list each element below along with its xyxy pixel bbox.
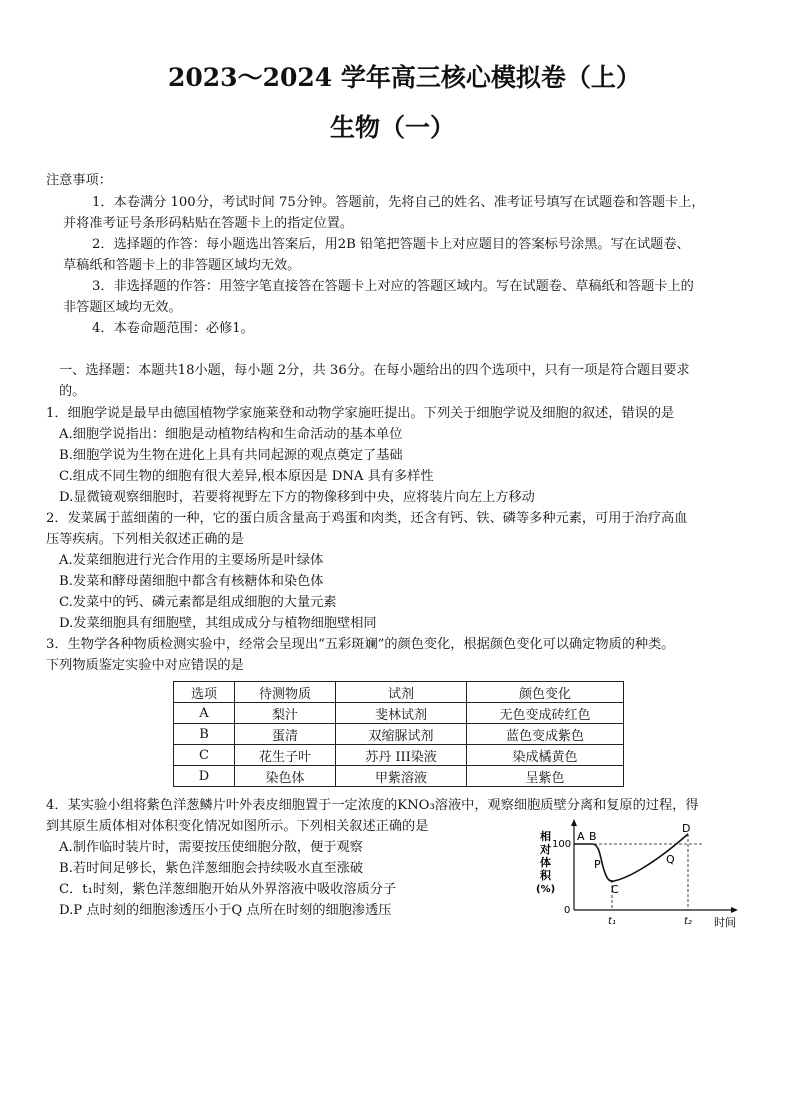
notice-line: 1．本卷满分 100分，考试时间 75分钟。答题前，先将自己的姓名、准考证号填写在试题卷和答题卡上， [92,195,705,210]
q2-option-b: B.发菜和酵母菌细胞中都含有核糖体和染色体 [59,574,324,589]
graph-ylabel: 相 [540,830,551,843]
notice-line: 2．选择题的作答：每小题选出答案后，用2B 铅笔把答题卡上对应题目的答案标号涂黑。写在试题卷、 [92,237,690,252]
table-cell: C [174,745,235,766]
section-heading-cont: 的。 [59,384,86,399]
q1-option-d: D.显微镜观察细胞时，若要将视野左下方的物像移到中央，应将装片向左上方移动 [59,490,535,505]
table-header-cell: 试剂 [336,682,467,703]
graph-ylabel: 对 [540,843,551,856]
table-cell: 蓝色变成紫色 [467,724,624,745]
table-row [174,766,624,787]
graph-t1-label: t₁ [608,916,616,927]
graph-y-arrow [571,819,577,826]
graph-point-q: Q [666,853,675,866]
table-header-row [174,682,624,703]
q2-stem: 2．发菜属于蓝细菌的一种，它的蛋白质含量高于鸡蛋和肉类，还含有钙、铁、磷等多种元素，可用于治疗高血 [46,511,688,526]
table-header-cell: 颜色变化 [467,682,624,703]
graph-ylabel-unit: (%) [536,884,556,895]
q1-stem: 1．细胞学说是最早由德国植物学家施莱登和动物学家施旺提出。下列关于细胞学说及细胞的叙述，错误的是 [46,406,675,421]
q2-option-c: C.发菜中的钙、磷元素都是组成细胞的大量元素 [59,595,337,610]
q4-stem-cont: 到其原生质体相对体积变化情况如图所示。下列相关叙述正确的是 [46,819,429,834]
table-cell: 蛋清 [235,724,336,745]
graph-y100: 100 [552,839,572,850]
notice-line: 草稿纸和答题卡上的非答题区域均无效。 [63,258,301,273]
graph-x-arrow [731,907,738,913]
q1-option-c: C.组成不同生物的细胞有很大差异,根本原因是 DNA 具有多样性 [59,469,434,484]
table-row [174,724,624,745]
page-title: 2023～2024 学年高三核心模拟卷（上） [168,63,641,92]
q3-table [173,681,624,787]
notice-heading: 注意事项： [46,173,112,188]
table-cell: 无色变成砖红色 [467,703,624,724]
section-heading: 一、选择题：本题共18小题，每小题 2分，共 36分。在每小题给出的四个选项中，只有一项是符合题目要求 [59,363,690,378]
q3-stem-cont: 下列物质鉴定实验中对应错误的是 [46,658,244,673]
notice-line: 非答题区域均无效。 [63,300,182,315]
table-cell: 花生子叶 [235,745,336,766]
q4-option-d: D.P 点时刻的细胞渗透压小于Q 点所在时刻的细胞渗透压 [59,903,392,918]
table-header-cell: 待测物质 [235,682,336,703]
q1-option-a: A.细胞学说指出：细胞是动植物结构和生命活动的基本单位 [59,427,403,442]
table-row [174,745,624,766]
q1-option-b: B.细胞学说为生物在进化上具有共同起源的观点奠定了基础 [59,448,403,463]
graph-y0: 0 [564,905,571,916]
notice-line: 并将准考证号条形码粘贴在答题卡上的指定位置。 [63,216,354,231]
graph-point-a: A [577,830,585,843]
graph-point-c: C [611,883,619,896]
table-cell: 染色体 [235,766,336,787]
q4-volume-graph [534,818,744,930]
graph-ylabel: 体 [540,856,551,869]
graph-point-d: D [682,822,691,835]
graph-t2-label: t₂ [684,916,692,927]
notice-line: 3．非选择题的作答：用签字笔直接答在答题卡上对应的答题区域内。写在试题卷、草稿纸和答题卡上的 [92,279,694,294]
q4-option-c: C．t₁时刻，紫色洋葱细胞开始从外界溶液中吸收溶质分子 [59,882,397,897]
graph-xlabel: 时间 [714,916,736,929]
q2-stem-cont: 压等疾病。下列相关叙述正确的是 [46,532,244,547]
table-cell: D [174,766,235,787]
q2-option-d: D.发菜细胞具有细胞壁，其组成成分与植物细胞壁相同 [59,616,377,631]
graph-ylabel: 积 [540,869,551,882]
table-cell: B [174,724,235,745]
q4-option-a: A.制作临时装片时，需要按压使细胞分散，便于观察 [59,840,363,855]
subject-title: 生物（一） [330,113,456,142]
table-cell: 斐林试剂 [336,703,467,724]
table-cell: A [174,703,235,724]
table-header-cell: 选项 [174,682,235,703]
table-cell: 苏丹 III染液 [336,745,467,766]
q4-option-b: B.若时间足够长，紫色洋葱细胞会持续吸水直至涨破 [59,861,364,876]
table-row [174,703,624,724]
table-cell: 双缩脲试剂 [336,724,467,745]
table-cell: 呈紫色 [467,766,624,787]
q4-stem: 4．某实验小组将紫色洋葱鳞片叶外表皮细胞置于一定浓度的KNO₃溶液中，观察细胞质壁分离和复原的过程，得 [46,798,699,813]
table-cell: 染成橘黄色 [467,745,624,766]
notice-line: 4．本卷命题范围：必修1。 [92,321,254,336]
table-cell: 甲紫溶液 [336,766,467,787]
table-cell: 梨汁 [235,703,336,724]
graph-point-p: P [594,858,601,871]
q2-option-a: A.发菜细胞进行光合作用的主要场所是叶绿体 [59,553,324,568]
q3-stem: 3．生物学各种物质检测实验中，经常会呈现出“五彩斑斓”的颜色变化，根据颜色变化可以确定物质的种类。 [46,637,675,652]
graph-point-b: B [589,830,597,843]
